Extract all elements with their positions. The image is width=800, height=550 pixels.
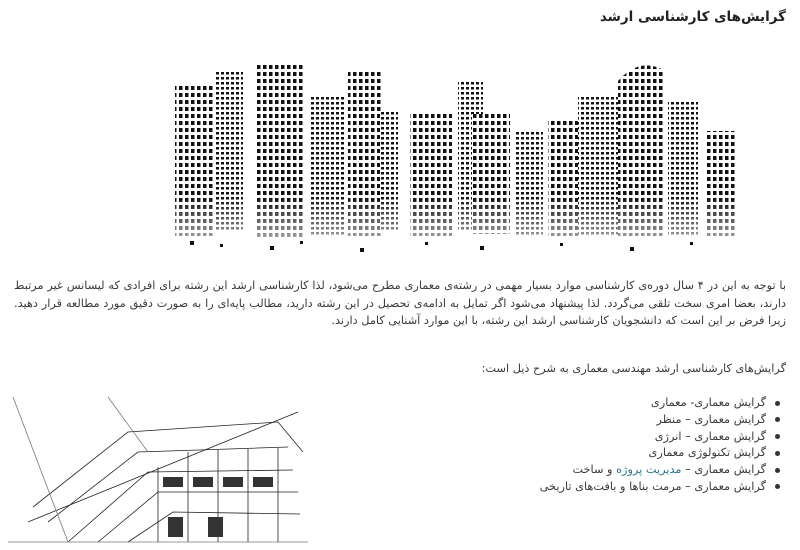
list-item: گرایش معماری – مرمت بناها و بافت‌های تاریخی bbox=[540, 479, 780, 496]
city-skyline-illustration bbox=[160, 36, 760, 266]
project-management-link[interactable]: مدیریت پروژه bbox=[616, 463, 682, 477]
list-item: گرایش معماری – مدیریت پروژه و ساخت bbox=[540, 462, 780, 479]
building-sketch-illustration bbox=[8, 392, 308, 547]
section-heading: گرایش‌های کارشناسی ارشد bbox=[599, 9, 786, 25]
bullet-icon bbox=[775, 434, 780, 439]
list-item: گرایش معماری – انرژی bbox=[540, 429, 780, 446]
bullet-icon bbox=[775, 451, 780, 456]
bullet-icon bbox=[775, 468, 780, 473]
list-item: گرایش معماری- معماری bbox=[540, 395, 780, 412]
intro-paragraph: با توجه به این در ۴ سال دوره‌ی کارشناسی موارد بسیار مهمی در رشته‌ی معماری مطرح می‌شود، لذا کارشناسی ارشد این رشته برای افرادی که لیسانس غیر مرتبط دارند، بعضا امری سخت تلقی می‌گردد. لذا پیشنهاد می‌شود اگر تمایل به ادامه‌ی تحصیل در این رشته دارید، مطالب پایه‌ای را به صورت دقیق مورد مطالعه قرار دهید. زیرا فرض بر این است که دانشجویان کارشناسی ارشد این رشته، با این موارد آشنایی کامل دارند. bbox=[14, 279, 786, 327]
list-intro: گرایش‌های کارشناسی ارشد مهندسی معماری به شرح ذیل است: bbox=[481, 362, 786, 375]
list-item: گرایش تکنولوژی معماری bbox=[540, 445, 780, 462]
list-item: گرایش معماری – منظر bbox=[540, 412, 780, 429]
majors-list bbox=[540, 395, 780, 496]
bullet-icon bbox=[775, 484, 780, 489]
bullet-icon bbox=[775, 417, 780, 422]
bullet-icon bbox=[775, 401, 780, 406]
